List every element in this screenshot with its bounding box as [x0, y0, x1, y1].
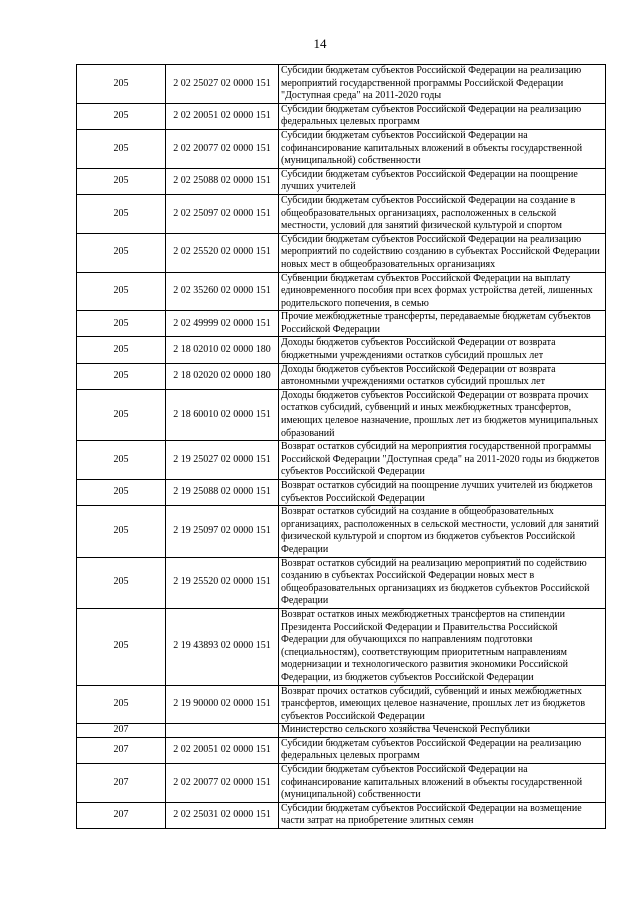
table-row [77, 480, 606, 506]
budget-code-cell: 2 02 25520 02 0000 151 [166, 233, 279, 272]
description-cell: Доходы бюджетов субъектов Российской Федерации от возврата прочих остатков субсидий, субвенций и иных межбюджетных трансфертов, имеющих целевое назначение, прошлых лет из бюджетов муниципальных образований [279, 389, 606, 440]
description-cell: Субсидии бюджетам субъектов Российской Федерации на поощрение лучших учителей [279, 168, 606, 194]
description-cell: Возврат остатков иных межбюджетных трансфертов на стипендии Президента Российской Федерации и Правительства Российской Федерации для обучающихся по направлениям подготовки (специальностям), соответствующим приоритетным направлениям модернизации и технологического развития экономики Российской Федерации, из бюджетов субъектов Российской Федерации [279, 608, 606, 685]
budget-code-cell: 2 19 25520 02 0000 151 [166, 557, 279, 608]
budget-code-cell: 2 02 25031 02 0000 151 [166, 802, 279, 828]
table-row [77, 737, 606, 763]
admin-code-cell: 205 [77, 194, 166, 233]
admin-code-cell: 205 [77, 65, 166, 104]
table-row [77, 363, 606, 389]
admin-code-cell: 205 [77, 311, 166, 337]
description-cell: Возврат прочих остатков субсидий, субвенций и иных межбюджетных трансфертов, имеющих целевое назначение, прошлых лет из бюджетов субъектов Российской Федерации [279, 685, 606, 724]
description-cell: Министерство сельского хозяйства Чеченской Республики [279, 724, 606, 738]
description-cell: Возврат остатков субсидий на поощрение лучших учителей из бюджетов субъектов Российской Федерации [279, 480, 606, 506]
description-cell: Субсидии бюджетам субъектов Российской Федерации на создание в общеобразовательных организациях, расположенных в сельской местности, условий для занятий физической культурой и спортом [279, 194, 606, 233]
table-row [77, 65, 606, 104]
admin-code-cell: 205 [77, 337, 166, 363]
table-row [77, 724, 606, 738]
admin-code-cell: 205 [77, 363, 166, 389]
budget-code-cell: 2 02 35260 02 0000 151 [166, 272, 279, 311]
description-cell: Субсидии бюджетам субъектов Российской Федерации на возмещение части затрат на приобретение элитных семян [279, 802, 606, 828]
budget-code-cell: 2 18 60010 02 0000 151 [166, 389, 279, 440]
table-row [77, 103, 606, 129]
description-cell: Субсидии бюджетам субъектов Российской Федерации на реализацию мероприятий государственной программы Российской Федерации "Доступная среда" на 2011-2020 годы [279, 65, 606, 104]
table-row [77, 233, 606, 272]
table-row [77, 764, 606, 803]
budget-code-cell: 2 19 43893 02 0000 151 [166, 608, 279, 685]
admin-code-cell: 205 [77, 685, 166, 724]
budget-code-cell: 2 02 20051 02 0000 151 [166, 103, 279, 129]
table-row [77, 608, 606, 685]
revenue-classification-table [76, 64, 606, 829]
description-cell: Субсидии бюджетам субъектов Российской Федерации на софинансирование капитальных вложений в объекты государственной (муниципальной) собственности [279, 129, 606, 168]
admin-code-cell: 207 [77, 802, 166, 828]
description-cell: Субсидии бюджетам субъектов Российской Федерации на реализацию федеральных целевых программ [279, 103, 606, 129]
admin-code-cell: 207 [77, 737, 166, 763]
budget-code-cell: 2 02 25088 02 0000 151 [166, 168, 279, 194]
table-row [77, 506, 606, 557]
budget-code-cell: 2 02 20051 02 0000 151 [166, 737, 279, 763]
table-row [77, 802, 606, 828]
description-cell: Субсидии бюджетам субъектов Российской Федерации на реализацию мероприятий по содействию созданию в субъектах Российской Федерации новых мест в общеобразовательных организациях [279, 233, 606, 272]
table-row [77, 168, 606, 194]
admin-code-cell: 205 [77, 441, 166, 480]
budget-code-cell [166, 724, 279, 738]
budget-code-cell: 2 02 25097 02 0000 151 [166, 194, 279, 233]
description-cell: Прочие межбюджетные трансферты, передаваемые бюджетам субъектов Российской Федерации [279, 311, 606, 337]
budget-code-cell: 2 19 90000 02 0000 151 [166, 685, 279, 724]
budget-code-cell: 2 19 25097 02 0000 151 [166, 506, 279, 557]
table-row [77, 685, 606, 724]
table-row [77, 337, 606, 363]
description-cell: Возврат остатков субсидий на создание в общеобразовательных организациях, расположенных в сельской местности, условий для занятий физической культурой и спортом из бюджетов субъектов Российской Федерации [279, 506, 606, 557]
description-cell: Доходы бюджетов субъектов Российской Федерации от возврата автономными учреждениями остатков субсидий прошлых лет [279, 363, 606, 389]
budget-code-cell: 2 18 02010 02 0000 180 [166, 337, 279, 363]
admin-code-cell: 205 [77, 129, 166, 168]
description-cell: Субвенции бюджетам субъектов Российской Федерации на выплату единовременного пособия при всех формах устройства детей, лишенных родительского попечения, в семью [279, 272, 606, 311]
table-row [77, 194, 606, 233]
description-cell: Возврат остатков субсидий на мероприятия государственной программы Российской Федерации "Доступная среда" на 2011-2020 годы из бюджетов субъектов Российской Федерации [279, 441, 606, 480]
description-cell: Субсидии бюджетам субъектов Российской Федерации на софинансирование капитальных вложений в объекты государственной (муниципальной) собственности [279, 764, 606, 803]
admin-code-cell: 205 [77, 103, 166, 129]
table-body [77, 65, 606, 829]
admin-code-cell: 205 [77, 557, 166, 608]
table-row [77, 272, 606, 311]
admin-code-cell: 207 [77, 764, 166, 803]
table-row [77, 129, 606, 168]
budget-code-cell: 2 19 25088 02 0000 151 [166, 480, 279, 506]
table-row [77, 557, 606, 608]
admin-code-cell: 205 [77, 608, 166, 685]
budget-code-cell: 2 02 49999 02 0000 151 [166, 311, 279, 337]
admin-code-cell: 205 [77, 480, 166, 506]
budget-code-cell: 2 02 20077 02 0000 151 [166, 129, 279, 168]
admin-code-cell: 205 [77, 506, 166, 557]
admin-code-cell: 207 [77, 724, 166, 738]
admin-code-cell: 205 [77, 168, 166, 194]
admin-code-cell: 205 [77, 272, 166, 311]
description-cell: Субсидии бюджетам субъектов Российской Федерации на реализацию федеральных целевых программ [279, 737, 606, 763]
description-cell: Доходы бюджетов субъектов Российской Федерации от возврата бюджетными учреждениями остатков субсидий прошлых лет [279, 337, 606, 363]
budget-code-cell: 2 02 20077 02 0000 151 [166, 764, 279, 803]
budget-code-cell: 2 18 02020 02 0000 180 [166, 363, 279, 389]
admin-code-cell: 205 [77, 389, 166, 440]
budget-code-cell: 2 02 25027 02 0000 151 [166, 65, 279, 104]
table-row [77, 389, 606, 440]
table-row [77, 311, 606, 337]
table-row [77, 441, 606, 480]
description-cell: Возврат остатков субсидий на реализацию мероприятий по содействию созданию в субъектах Российской Федерации новых мест в общеобразовательных организациях из бюджетов субъектов Российской Федерации [279, 557, 606, 608]
budget-code-cell: 2 19 25027 02 0000 151 [166, 441, 279, 480]
admin-code-cell: 205 [77, 233, 166, 272]
page-number: 14 [313, 36, 327, 51]
